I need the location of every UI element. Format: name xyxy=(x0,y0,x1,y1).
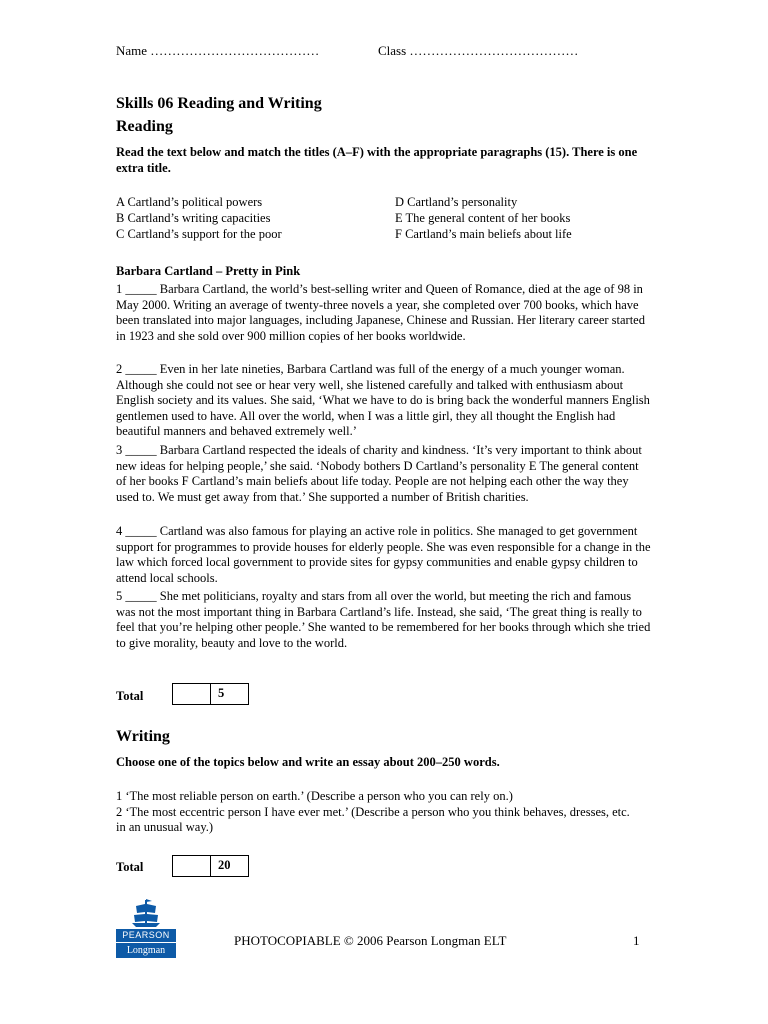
pearson-longman-logo xyxy=(116,898,176,962)
writing-total-score: 20 xyxy=(218,858,231,872)
title-option: D Cartland’s personality xyxy=(395,195,518,209)
writing-total-label: Total xyxy=(116,860,144,874)
title-option: A Cartland’s political powers xyxy=(116,195,263,209)
paragraph-text: 1 _____ Barbara Cartland, the world’s best-selling writer and Queen of Romance, died at the age of 98 in May 2000. Writing an average of twenty-three novels a year, she completed over 700 books, which have been translated into major languages, including Japanese, Chinese and Russian. Her literary career started in 1923 and she sold over 900 million copies of her books worldwide. xyxy=(116,282,645,343)
writing-heading: Writing xyxy=(116,728,170,745)
title-option: E The general content of her books xyxy=(395,211,571,225)
copyright-notice: PHOTOCOPIABLE © 2006 Pearson Longman ELT xyxy=(234,933,507,948)
reading-total-score: 5 xyxy=(218,686,225,700)
writing-total-box xyxy=(172,855,249,877)
paragraph-text: 2 _____ Even in her late nineties, Barbara Cartland was full of the energy of a much younger woman. Although she could not see or hear very well, she listened carefully and talked with enthusiasm about English society and its values. She said, ‘What we have to do is bring back the wonderful manners English gentlemen used to have. All over the world, when I was a little girl, they all thought the English had beautiful manners and behaved extremely well.’ xyxy=(116,362,650,438)
paragraph-5 xyxy=(116,589,652,651)
header xyxy=(116,43,579,59)
title-option: C Cartland’s support for the poor xyxy=(116,227,282,241)
titles-list-right xyxy=(395,195,572,243)
score-divider xyxy=(210,684,211,704)
reading-total-box xyxy=(172,683,249,705)
worksheet-title: Skills 06 Reading and Writing xyxy=(116,95,322,112)
paragraph-4 xyxy=(116,524,652,586)
paragraph-2 xyxy=(116,362,652,440)
paragraph-text: 5 _____ She met politicians, royalty and stars from all over the world, but meeting the rich and famous was not the most important thing in Barbara Cartland’s life. Instead, she said, ‘The great thing is really to feel that you’re helping other people.’ She wanted to be remembered for her books through which she tried to give morality, beauty and love to the world. xyxy=(116,589,651,650)
reading-heading: Reading xyxy=(116,118,173,135)
writing-instruction: Choose one of the topics below and write an essay about 200–250 words. xyxy=(116,755,500,769)
writing-topics xyxy=(116,789,636,836)
name-field-label: Name ………………………………… xyxy=(116,43,320,58)
reading-instruction: Read the text below and match the titles (A–F) with the appropriate paragraphs (15). There is one extra title. xyxy=(116,145,638,175)
titles-list-left xyxy=(116,195,282,243)
topic-item: 1 ‘The most reliable person on earth.’ (Describe a person who you can rely on.) xyxy=(116,789,513,803)
paragraph-text: 3 _____ Barbara Cartland respected the ideals of charity and kindness. ‘It’s very important to think about new ideas for helping people,’ she said. ‘Nobody bothers D Cartland’s personality E The general content of her books F Cartland’s main beliefs about life today. People are not helping each other the way they used to. We must get away from that.’ She supported a number of British charities. xyxy=(116,443,642,504)
title-option: F Cartland’s main beliefs about life xyxy=(395,227,572,241)
class-field-label: Class ………………………………… xyxy=(378,43,579,58)
paragraph-1 xyxy=(116,282,652,344)
page-number: 1 xyxy=(633,933,640,948)
title-option: B Cartland’s writing capacities xyxy=(116,211,271,225)
logo-word-longman: Longman xyxy=(116,943,176,958)
paragraph-text: 4 _____ Cartland was also famous for playing an active role in politics. She managed to get government support for programmes to provide houses for elderly people. She was even responsible for a change in the law which forced local government to provide sites for gypsy communities and enable gypsy children to attend local schools. xyxy=(116,524,651,585)
topic-item: 2 ‘The most eccentric person I have ever met.’ (Describe a person who you think behaves, dresses, etc. in an unusual way.) xyxy=(116,804,630,834)
reading-total-label: Total xyxy=(116,689,144,703)
logo-word-pearson: PEARSON xyxy=(116,929,176,942)
score-divider xyxy=(210,856,211,876)
ship-icon xyxy=(116,898,176,928)
article-title: Barbara Cartland – Pretty in Pink xyxy=(116,264,301,278)
paragraph-3 xyxy=(116,443,652,505)
